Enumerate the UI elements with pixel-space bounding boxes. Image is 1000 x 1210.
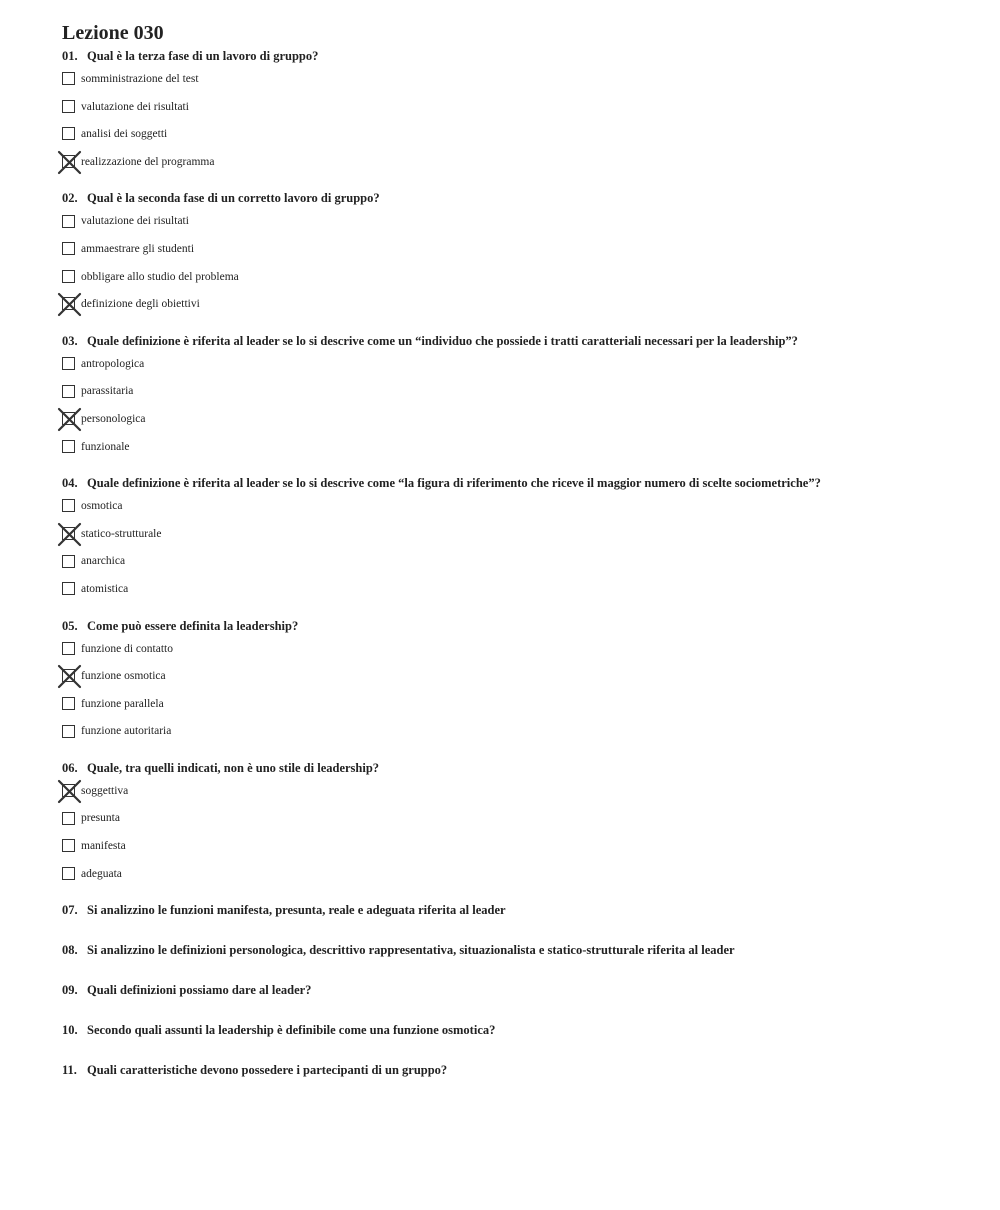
checkbox[interactable]: [62, 582, 75, 595]
answer-option-label: adeguata: [81, 867, 122, 880]
document: [62, 20, 962, 1102]
checkbox[interactable]: [62, 72, 75, 85]
answer-option[interactable]: [62, 94, 962, 122]
checkbox[interactable]: [62, 215, 75, 228]
checkbox-checked[interactable]: [62, 784, 75, 797]
question-number: 04.: [62, 476, 78, 491]
answer-option-label: valutazione dei risultati: [81, 215, 189, 228]
checkbox[interactable]: [62, 270, 75, 283]
answer-option-label: parassitaria: [81, 385, 134, 398]
answer-option-label: statico-strutturale: [81, 527, 162, 540]
answer-option[interactable]: [62, 208, 962, 236]
answer-option[interactable]: [62, 434, 962, 462]
answer-option[interactable]: [62, 66, 962, 94]
cross-mark-icon: [58, 665, 81, 688]
answer-option[interactable]: [62, 833, 962, 861]
answer-option-label: obbligare allo studio del problema: [81, 270, 239, 283]
cross-mark-icon: [58, 780, 81, 803]
question-header: [62, 333, 962, 349]
answer-option[interactable]: [62, 636, 962, 664]
open-question: [62, 1062, 962, 1078]
question-number: 01.: [62, 49, 78, 63]
answer-option-label: ammaestrare gli studenti: [81, 242, 195, 255]
checkbox[interactable]: [62, 499, 75, 512]
checkbox[interactable]: [62, 867, 75, 880]
question: [62, 190, 962, 332]
answer-option-label: somministrazione del test: [81, 73, 199, 85]
question: [62, 760, 962, 902]
answer-option-label: funzionale: [81, 440, 130, 453]
checkbox-checked[interactable]: [62, 297, 75, 310]
answer-option[interactable]: [62, 718, 962, 746]
question-number: 11.: [62, 1063, 77, 1078]
checkbox-checked[interactable]: [62, 155, 75, 168]
checkbox-checked[interactable]: [62, 412, 75, 425]
checkbox[interactable]: [62, 812, 75, 825]
answer-option[interactable]: [62, 548, 962, 576]
answer-option-label: analisi dei soggetti: [81, 128, 168, 141]
question-text: Secondo quali assunti la leadership è definibile come una funzione osmotica?: [87, 1023, 496, 1038]
answer-options: [62, 778, 962, 888]
question: [62, 618, 962, 760]
answer-option-label: atomistica: [81, 582, 129, 595]
checkbox[interactable]: [62, 127, 75, 140]
answer-options: [62, 636, 962, 746]
open-questions: [62, 902, 962, 1078]
checkbox[interactable]: [62, 385, 75, 398]
question-number: 09.: [62, 983, 78, 998]
checkbox[interactable]: [62, 357, 75, 370]
page-title: Lezione 030: [62, 22, 164, 44]
answer-option[interactable]: [62, 291, 962, 319]
question-text: Si analizzino le definizioni personologica, descrittivo rappresentativa, situazionalista e statico-strutturale riferita al leader: [87, 943, 735, 958]
question-header: [62, 760, 962, 776]
checkbox[interactable]: [62, 100, 75, 113]
question-text: Qual è la terza fase di un lavoro di gruppo?: [87, 49, 319, 63]
checkbox[interactable]: [62, 725, 75, 738]
answer-option-label: presunta: [81, 812, 120, 825]
question: [62, 333, 962, 475]
question-header: [62, 48, 962, 64]
answer-option[interactable]: [62, 576, 962, 604]
open-question: [62, 982, 962, 998]
checkbox[interactable]: [62, 555, 75, 568]
answer-option-label: personologica: [81, 412, 146, 425]
question-header: [62, 618, 962, 634]
open-question: [62, 902, 962, 918]
checkbox[interactable]: [62, 242, 75, 255]
answer-option[interactable]: [62, 236, 962, 264]
question-text: Come può essere definita la leadership?: [87, 618, 299, 633]
question-text: Si analizzino le funzioni manifesta, presunta, reale e adeguata riferita al leader: [87, 903, 506, 918]
checkbox-checked[interactable]: [62, 527, 75, 540]
answer-option[interactable]: [62, 663, 962, 691]
answer-options: [62, 493, 962, 603]
checkbox[interactable]: [62, 440, 75, 453]
question-text: Quale, tra quelli indicati, non è uno stile di leadership?: [87, 760, 380, 775]
answer-option-label: osmotica: [81, 500, 123, 513]
answer-option-label: valutazione dei risultati: [81, 100, 189, 113]
checkbox[interactable]: [62, 697, 75, 710]
question-number: 10.: [62, 1023, 78, 1038]
answer-option-label: funzione di contatto: [81, 642, 173, 655]
cross-mark-icon: [58, 151, 81, 174]
cross-mark-icon: [58, 523, 81, 546]
cross-mark-icon: [58, 293, 81, 316]
answer-option-label: anarchica: [81, 555, 126, 568]
answer-option[interactable]: [62, 861, 962, 889]
question-number: 05.: [62, 618, 78, 633]
answer-option[interactable]: [62, 351, 962, 379]
answer-option[interactable]: [62, 778, 962, 806]
question-number: 02.: [62, 191, 78, 206]
question-number: 08.: [62, 943, 78, 958]
question-text: Quale definizione è riferita al leader se lo si descrive come un “individuo che possiede i tratti caratteriali necessari per la leadership”?: [87, 333, 798, 348]
answer-option-label: funzione autoritaria: [81, 725, 172, 738]
question-number: 06.: [62, 760, 78, 775]
answer-option[interactable]: [62, 121, 962, 149]
answer-option[interactable]: [62, 264, 962, 292]
question-text: Quali definizioni possiamo dare al leader?: [87, 983, 312, 998]
checkbox-checked[interactable]: [62, 669, 75, 682]
question-number: 03.: [62, 333, 78, 348]
answer-option-label: realizzazione del programma: [81, 155, 215, 168]
answer-option[interactable]: [62, 805, 962, 833]
multiple-choice-questions: [62, 48, 962, 902]
question-text: Quali caratteristiche devono possedere i partecipanti di un gruppo?: [87, 1063, 448, 1078]
answer-options: [62, 351, 962, 461]
answer-option-label: definizione degli obiettivi: [81, 298, 200, 311]
answer-option-label: funzione parallela: [81, 697, 164, 710]
open-question: [62, 942, 962, 958]
question: [62, 475, 962, 617]
answer-option[interactable]: [62, 149, 962, 177]
answer-options: [62, 66, 962, 176]
cross-mark-icon: [58, 408, 81, 431]
question-header: [62, 190, 962, 206]
answer-option-label: antropologica: [81, 357, 145, 370]
answer-option[interactable]: [62, 378, 962, 406]
open-question: [62, 1022, 962, 1038]
question: [62, 48, 962, 190]
answer-option-label: funzione osmotica: [81, 670, 166, 683]
question-text: Qual è la seconda fase di un corretto lavoro di gruppo?: [87, 191, 380, 206]
answer-option[interactable]: [62, 521, 962, 549]
question-header: [62, 475, 962, 491]
checkbox[interactable]: [62, 642, 75, 655]
answer-option-label: manifesta: [81, 840, 126, 853]
checkbox[interactable]: [62, 839, 75, 852]
answer-options: [62, 208, 962, 318]
answer-option[interactable]: [62, 406, 962, 434]
answer-option-label: soggettiva: [81, 784, 129, 797]
question-number: 07.: [62, 903, 78, 918]
answer-option[interactable]: [62, 493, 962, 521]
question-text: Quale definizione è riferita al leader se lo si descrive come “la figura di riferimento che riceve il maggior numero di scelte sociometriche”?: [87, 476, 821, 491]
answer-option[interactable]: [62, 691, 962, 719]
